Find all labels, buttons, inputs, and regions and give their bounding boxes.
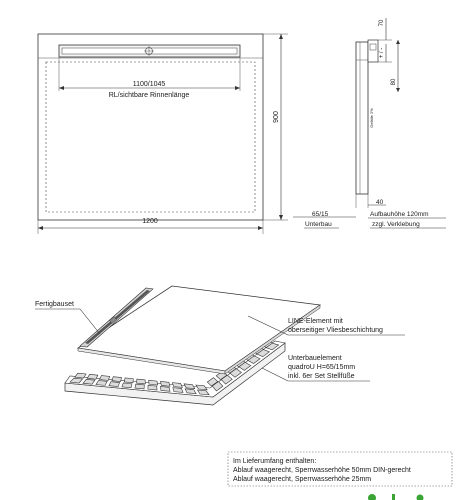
- dim80-pm-text: + / -: [379, 47, 385, 59]
- delivery-line-2: Ablauf waagerecht, Sperrwasserhöhe 50mm DIN-gerecht: [233, 467, 411, 474]
- channel-dim-text: 1100/1045: [132, 81, 166, 88]
- channel-label: RL/sichtbare Rinnenlänge: [108, 92, 190, 99]
- height-dim-text: 900: [273, 111, 280, 123]
- aufbau-label: Aufbauhöhe 120mm: [370, 211, 429, 218]
- logo-mark-right: [417, 495, 424, 500]
- grate-cell: [109, 382, 120, 387]
- dim70-text: 70: [379, 19, 385, 27]
- tray-section: [356, 42, 368, 194]
- logo-mark-left: [368, 494, 376, 500]
- line-element-label-1: LINE-Element mit: [288, 318, 343, 325]
- unterbau-value: 65/15: [312, 211, 329, 218]
- outlet-section: [370, 44, 376, 50]
- dim40-text: 40: [376, 199, 384, 206]
- grate-cell: [148, 385, 157, 390]
- grate-cell: [160, 386, 170, 391]
- channel-section: [368, 40, 378, 62]
- dim80-text: 80: [391, 78, 397, 86]
- grate-cell: [137, 379, 146, 384]
- unterbau-element-label-2: quadroU H=65/15mm: [288, 364, 356, 371]
- verklebung-label: zzgl. Verklebung: [372, 221, 420, 228]
- top-view: [38, 34, 288, 234]
- fertigbauset-label: Fertigbauset: [35, 301, 74, 308]
- unterbau-label: Unterbau: [305, 221, 332, 228]
- unterbau-element-label-3: inkl. 6er Set Stellfüße: [288, 373, 355, 380]
- fertigbauset-pointer: [80, 309, 100, 334]
- line-element-top: [78, 286, 320, 371]
- unterbau-element-pointer: [262, 368, 288, 381]
- side-view: [293, 18, 446, 228]
- delivery-box: [228, 452, 452, 486]
- unterbau-element-label-1: Unterbauelement: [288, 355, 342, 362]
- gradient-text: Gefälle 2%: [369, 108, 374, 128]
- iso-view: [35, 286, 405, 405]
- grate-cell: [87, 374, 98, 379]
- grate-cell: [135, 384, 144, 389]
- line-element-label-2: oberseitiger Vliesbeschichtung: [288, 327, 383, 334]
- width-dim-text: 1200: [142, 218, 158, 225]
- logo-fragment: [368, 494, 424, 500]
- grate-cell: [100, 376, 110, 381]
- grate-cell: [172, 383, 182, 388]
- logo-mark-mid: [392, 494, 395, 500]
- delivery-line-3: Ablauf waagerecht, Sperrwasserhöhe 25mm: [233, 476, 372, 483]
- delivery-line-1: Im Lieferumfang enthalten:: [233, 458, 317, 465]
- grate-cell: [124, 378, 133, 383]
- grate-cell: [112, 377, 122, 382]
- grate-cell: [122, 383, 132, 388]
- grate-cell: [161, 381, 171, 386]
- grate-cell: [149, 380, 158, 385]
- grate-cell: [173, 388, 183, 393]
